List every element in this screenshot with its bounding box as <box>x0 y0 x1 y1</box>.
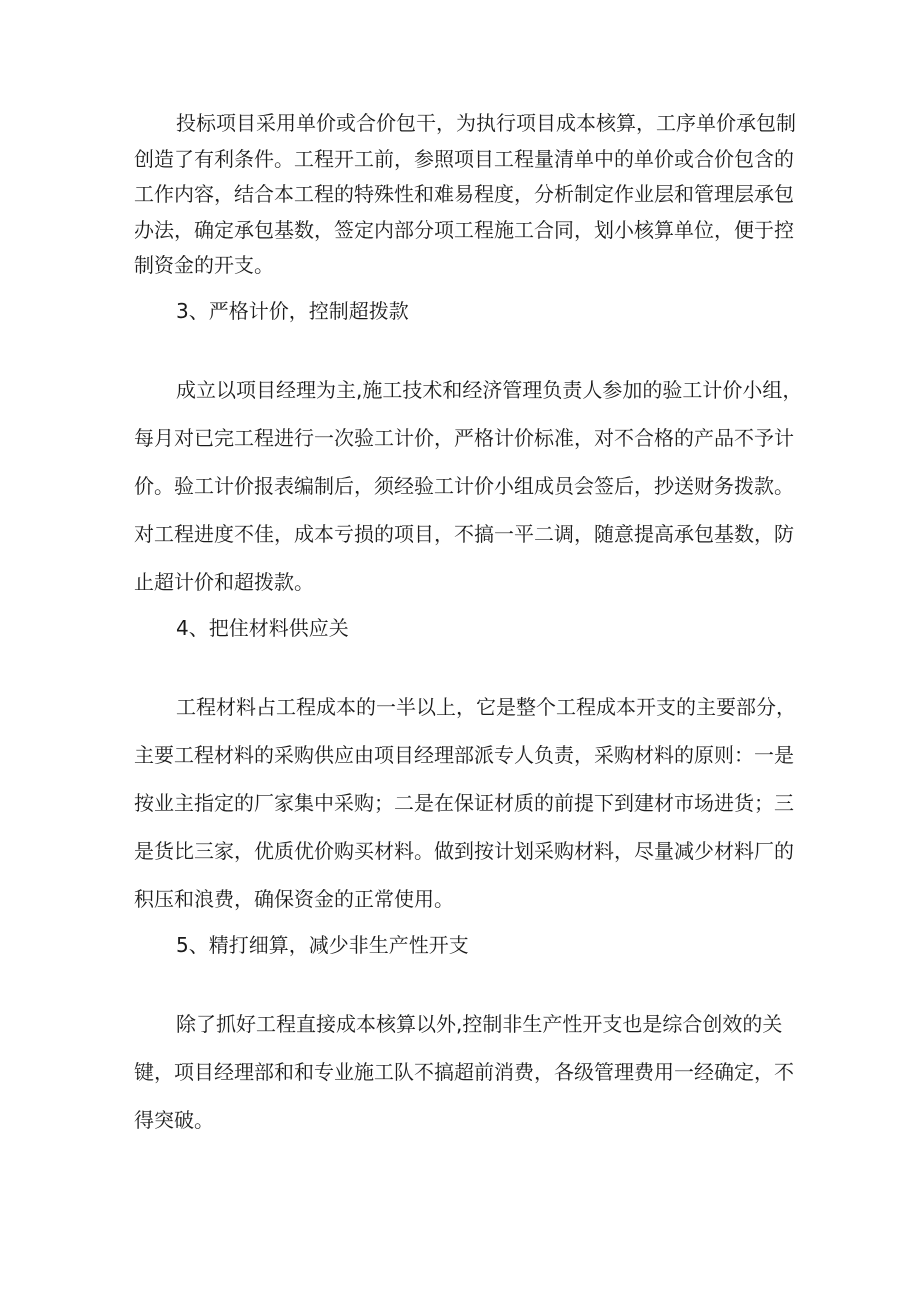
text-line: 止超计价和超拨款。 <box>134 570 314 594</box>
text-line: 键，项目经理部和和专业施工队不搞超前消费，各级管理费用一经确定，不 <box>134 1060 794 1084</box>
section-heading-4 <box>134 613 802 643</box>
heading-text: 3、严格计价，控制超拨款 <box>176 299 409 323</box>
heading-text: 4、把住材料供应关 <box>176 616 349 640</box>
paragraph-contract-pricing <box>134 106 802 284</box>
heading-text: 5、精打细算，减少非生产性开支 <box>176 933 469 957</box>
section-heading-3 <box>134 296 802 326</box>
text-line: 办法，确定承包基数，签定内部分项工程施工合同，划小核算单位，便于控 <box>134 217 794 242</box>
text-line: 创造了有利条件。工程开工前，参照项目工程量清单中的单价或合价包含的 <box>134 146 794 171</box>
text-line: 每月对已完工程进行一次验工计价，严格计价标准，对不合格的产品不予计 <box>134 426 794 450</box>
text-line: 积压和浪费，确保资金的正常使用。 <box>134 887 454 911</box>
text-line: 除了抓好工程直接成本核算以外,控制非生产性开支也是综合创效的关 <box>176 1012 783 1036</box>
paragraph-strict-pricing <box>134 366 802 606</box>
text-line: 得突破。 <box>134 1108 214 1132</box>
section-heading-5 <box>134 930 802 960</box>
text-line: 投标项目采用单价或合价包干，为执行项目成本核算，工序单价承包制 <box>176 111 796 135</box>
text-line: 工程材料占工程成本的一半以上，它是整个工程成本开支的主要部分， <box>176 695 796 719</box>
text-line: 价。验工计价报表编制后，须经验工计价小组成员会签后，抄送财务拨款。 <box>134 474 794 498</box>
text-line: 制资金的开支。 <box>134 253 274 277</box>
paragraph-material-supply <box>134 683 802 923</box>
text-line: 按业主指定的厂家集中采购；二是在保证材质的前提下到建材市场进货；三 <box>134 791 794 815</box>
text-line: 是货比三家，优质优价购买材料。做到按计划采购材料，尽量减少材料厂的 <box>134 839 794 863</box>
text-line: 工作内容，结合本工程的特殊性和难易程度，分析制定作业层和管理层承包 <box>134 182 794 206</box>
text-line: 主要工程材料的采购供应由项目经理部派专人负责，采购材料的原则：一是 <box>134 743 794 767</box>
paragraph-reduce-expenses <box>134 1000 802 1144</box>
text-line: 对工程进度不佳，成本亏损的项目，不搞一平二调，随意提高承包基数，防 <box>134 522 794 546</box>
text-line: 成立以项目经理为主,施工技术和经济管理负责人参加的验工计价小组， <box>176 378 803 402</box>
